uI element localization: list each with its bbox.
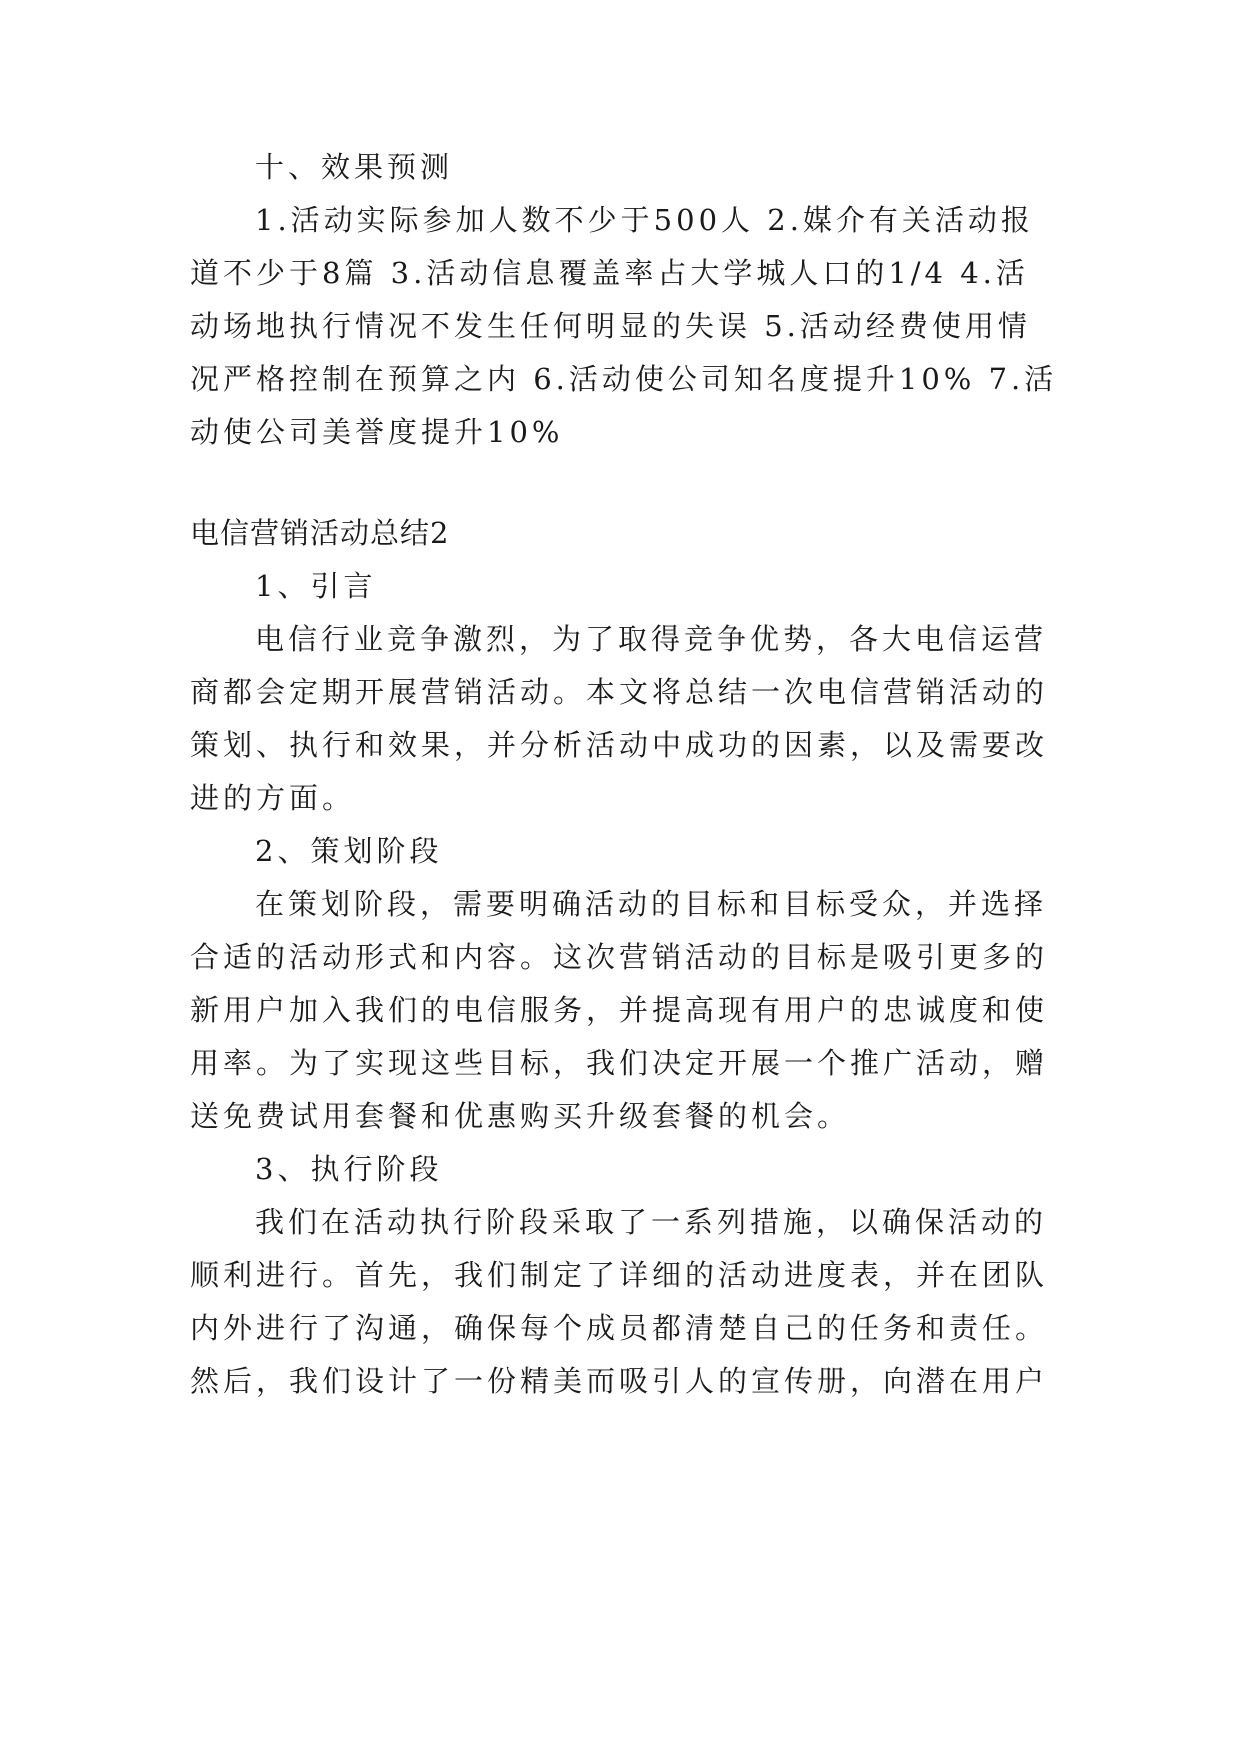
paragraph-line: 进的方面。: [190, 781, 356, 815]
paragraph-line: 内外进行了沟通，确保每个成员都清楚自己的任务和责任。: [190, 1311, 1049, 1345]
section-heading-effect-forecast: 十、效果预测: [255, 150, 454, 184]
paragraph-line: 在策划阶段，需要明确活动的目标和目标受众，并选择: [255, 887, 1048, 921]
paragraph-line: 合适的活动形式和内容。这次营销活动的目标是吸引更多的: [190, 940, 1049, 974]
section-heading-introduction: 1、引言: [255, 569, 377, 603]
paragraph-line: 动使公司美誉度提升10%: [190, 415, 564, 449]
paragraph-line: 我们在活动执行阶段采取了一系列措施，以确保活动的: [255, 1205, 1048, 1239]
paragraph-line: 况严格控制在预算之内 6.活动使公司知名度提升10% 7.活: [190, 362, 1058, 396]
paragraph-line: 然后，我们设计了一份精美而吸引人的宣传册，向潜在用户: [190, 1364, 1049, 1398]
paragraph-line: 策划、执行和效果，并分析活动中成功的因素，以及需要改: [190, 728, 1049, 762]
paragraph-line: 动场地执行情况不发生任何明显的失误 5.活动经费使用情: [190, 309, 1031, 343]
paragraph-line: 用率。为了实现这些目标，我们决定开展一个推广活动，赠: [190, 1046, 1049, 1080]
paragraph-line: 送免费试用套餐和优惠购买升级套餐的机会。: [190, 1099, 851, 1133]
paragraph-line: 电信行业竞争激烈，为了取得竞争优势，各大电信运营: [255, 622, 1048, 656]
paragraph-line: 1.活动实际参加人数不少于500人 2.媒介有关活动报: [255, 203, 1034, 237]
paragraph-line: 商都会定期开展营销活动。本文将总结一次电信营销活动的: [190, 675, 1049, 709]
paragraph-line: 新用户加入我们的电信服务，并提高现有用户的忠诚度和使: [190, 993, 1049, 1027]
paragraph-line: 顺利进行。首先，我们制定了详细的活动进度表，并在团队: [190, 1258, 1049, 1292]
section-heading-execution: 3、执行阶段: [255, 1152, 443, 1186]
paragraph-line: 道不少于8篇 3.活动信息覆盖率占大学城人口的1/4 4.活: [190, 256, 1029, 290]
document-title: 电信营销活动总结2: [190, 516, 450, 550]
section-heading-planning: 2、策划阶段: [255, 834, 443, 868]
